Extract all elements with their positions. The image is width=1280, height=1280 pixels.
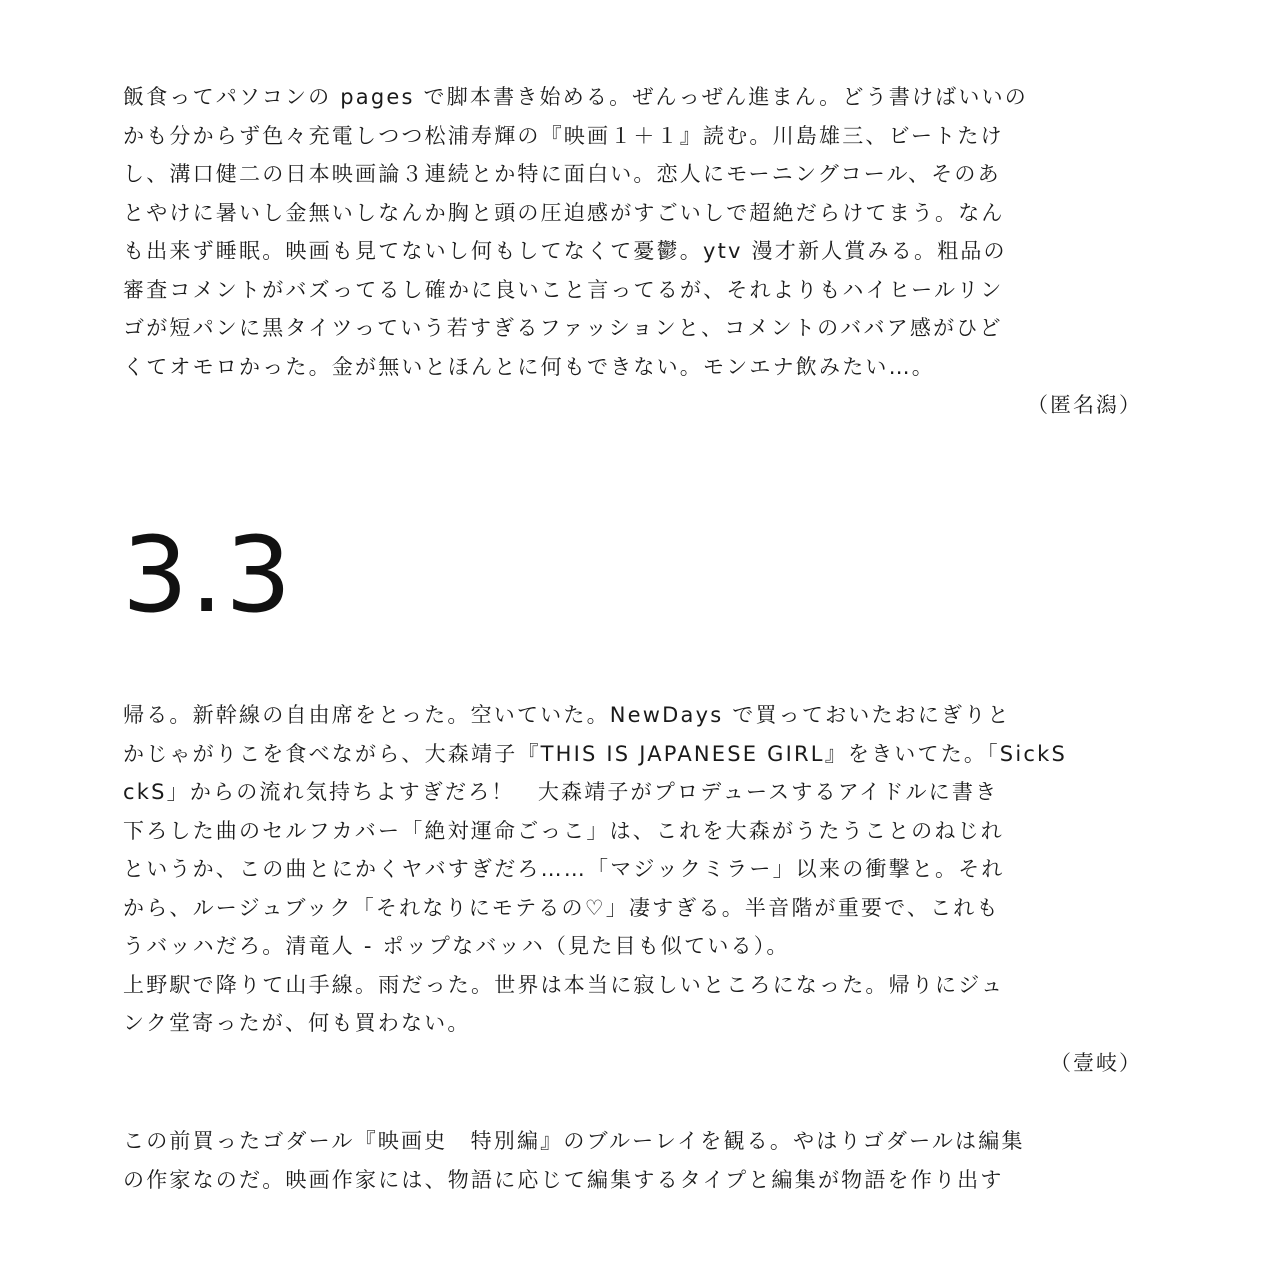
- entry-author: （壹岐）: [1050, 1051, 1142, 1075]
- diary-entry-text: 飯食ってパソコンの pages で脚本書き始める。ぜんっぜん進まん。どう書けばいいの かも分からず色々充電しつつ松浦寿輝の『映画１＋１』読む。川島雄三、ビートたけ し、溝口健二の日本映画論３連続とか特に面白い。恋人にモーニングコール、そのあ とやけに暑いし金無いしなんか胸と頭の圧迫感がすごいしで超絶だらけてまう。なん も出来ず睡眠。映画も見てないし何もしてなくて憂鬱。ytv 漫才新人賞みる。粗品の 審査コメントがバズってるし確かに良いこと言ってるが、それよりもハイヒールリン ゴが短パンに黒タイツっていう若すぎるファッションと、コメントのババア感がひど くてオモロかった。金が無いとほんとに何もできない。モンエナ飲みたい…。: [123, 85, 1028, 379]
- entry-author: （匿名潟）: [1027, 393, 1142, 417]
- diary-entry-text: この前買ったゴダール『映画史 特別編』のブルーレイを観る。やはりゴダールは編集 の作家なのだ。映画作家には、物語に応じて編集するタイプと編集が物語を作り出す: [123, 1129, 1025, 1192]
- diary-entry-text: 帰る。新幹線の自由席をとった。空いていた。NewDays で買っておいたおにぎりと かじゃがりこを食べながら、大森靖子『THIS IS JAPANESE GIRL』をきいてた。「SickS ckS」からの流れ気持ちよすぎだろ！ 大森靖子がプロデュースするアイドルに書き 下ろした曲のセルフカバー「絶対運命ごっこ」は、これを大森がうたうことのねじれ というか、この曲とにかくヤバすぎだろ……「マジックミラー」以来の衝撃と。それ から、ルージュブック「それなりにモテるの♡」凄すぎる。半音階が重要で、これも うバッハだろ。清竜人 - ポップなバッハ（見た目も似ている）。 上野駅で降りて山手線。雨だった。世界は本当に寂しいところになった。帰りにジュ ンク堂寄ったが、何も買わない。: [123, 703, 1067, 1035]
- date-heading: 3.3: [122, 514, 294, 636]
